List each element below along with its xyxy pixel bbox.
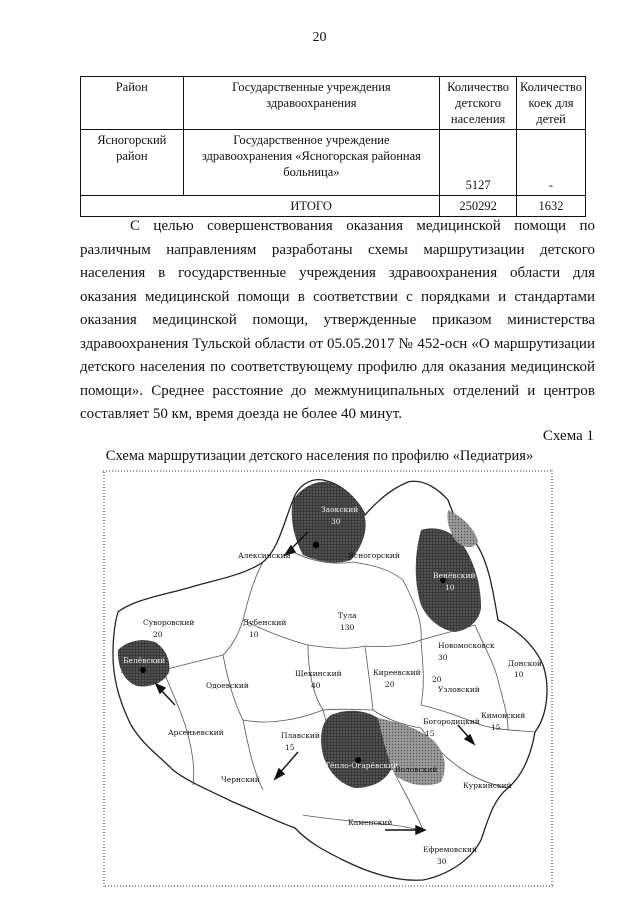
district-value: 10 xyxy=(445,583,455,592)
district-label: Киреевский xyxy=(373,668,421,677)
district-label: Кимовский xyxy=(481,711,526,720)
header-beds: Количество коек для детей xyxy=(517,77,586,130)
district-value: 15 xyxy=(491,723,501,732)
district-value: 130 xyxy=(340,623,355,632)
district-value: 20 xyxy=(153,630,163,639)
district-label: Дубенский xyxy=(243,618,287,627)
header-district: Район xyxy=(81,77,184,130)
district-label: Тула xyxy=(338,611,357,620)
district-value: 40 xyxy=(311,681,321,690)
district-label: Суворовский xyxy=(143,618,195,627)
district-label: Богородицкий xyxy=(423,717,480,726)
cell-institution: Государственное учреждение здравоохранения «Ясногорская районная больница» xyxy=(183,130,440,196)
district-label: Щекинский xyxy=(295,669,342,678)
district-label: Ясногорский xyxy=(348,551,400,560)
district-value: 10 xyxy=(514,670,524,679)
header-children: Количество детского населения xyxy=(440,77,517,130)
scheme-label: Схема 1 xyxy=(542,428,594,444)
district-label: Одоевский xyxy=(206,681,249,690)
cell-beds: - xyxy=(517,130,586,196)
district-label: Венёвский xyxy=(433,571,476,580)
table-row xyxy=(81,130,586,196)
routing-map xyxy=(103,470,553,887)
district-value: 10 xyxy=(249,630,259,639)
district-label: Чернский xyxy=(221,775,260,784)
page-number: 20 xyxy=(312,30,327,45)
district-label: Каменский xyxy=(348,818,393,827)
cell-district: Ясногорский район xyxy=(81,130,184,196)
table-header-row xyxy=(81,77,586,130)
district-label: Тёпло-Огарёвский xyxy=(325,761,399,770)
district-value: 30 xyxy=(438,653,448,662)
body-paragraph xyxy=(80,215,595,427)
district-value: 20 xyxy=(432,675,442,684)
district-label: Заокский xyxy=(321,505,359,514)
district-label: Плавский xyxy=(281,731,320,740)
header-institutions: Государственные учреждения здравоохранения xyxy=(183,77,440,130)
district-value: 20 xyxy=(385,680,395,689)
map-svg xyxy=(103,470,553,887)
cell-children: 5127 xyxy=(440,130,517,196)
district-label: Узловский xyxy=(438,685,480,694)
district-value: 15 xyxy=(425,729,435,738)
total-beds: 1632 xyxy=(517,196,586,217)
total-label: ИТОГО xyxy=(183,196,440,217)
district-label: Воловский xyxy=(395,765,438,774)
district-value: 30 xyxy=(437,857,447,866)
district-label: Донской xyxy=(508,659,543,668)
district-label: Алексинский xyxy=(238,551,291,560)
hospital-table xyxy=(80,76,586,217)
map-dot xyxy=(140,667,146,673)
scheme-title: Схема маршрутизации детского населения по профилю «Педиатрия» xyxy=(105,448,534,464)
district-label: Куркинский xyxy=(463,781,512,790)
paragraph-text: С целью совершенствования оказания медицинской помощи по различным направлениям разработаны схемы маршрутизации детского населения в государственные учреждения здравоохранения области для оказания медицинской помощи в соответствии с порядками и стандартами оказания медицинской помощи, утвержденные приказом министерства здравоохранения Тульской области от 05.05.2017 № 452-осн «О маршрутизации детского населения по соответствующему профилю для оказания медицинской помощи». Среднее расстояние до межмуниципальных отделений и центров составляет 50 км, время доезда не более 40 минут. xyxy=(80,218,595,422)
table-total-row xyxy=(81,196,586,217)
district-label: Белёвский xyxy=(123,656,166,665)
district-value: 15 xyxy=(285,743,295,752)
total-children: 250292 xyxy=(440,196,517,217)
map-dot xyxy=(313,542,319,548)
district-label: Ефремовский xyxy=(423,845,478,854)
district-value: 30 xyxy=(331,517,341,526)
district-label: Арсеньевский xyxy=(168,728,224,737)
district-label: Новомосковск xyxy=(438,641,495,650)
